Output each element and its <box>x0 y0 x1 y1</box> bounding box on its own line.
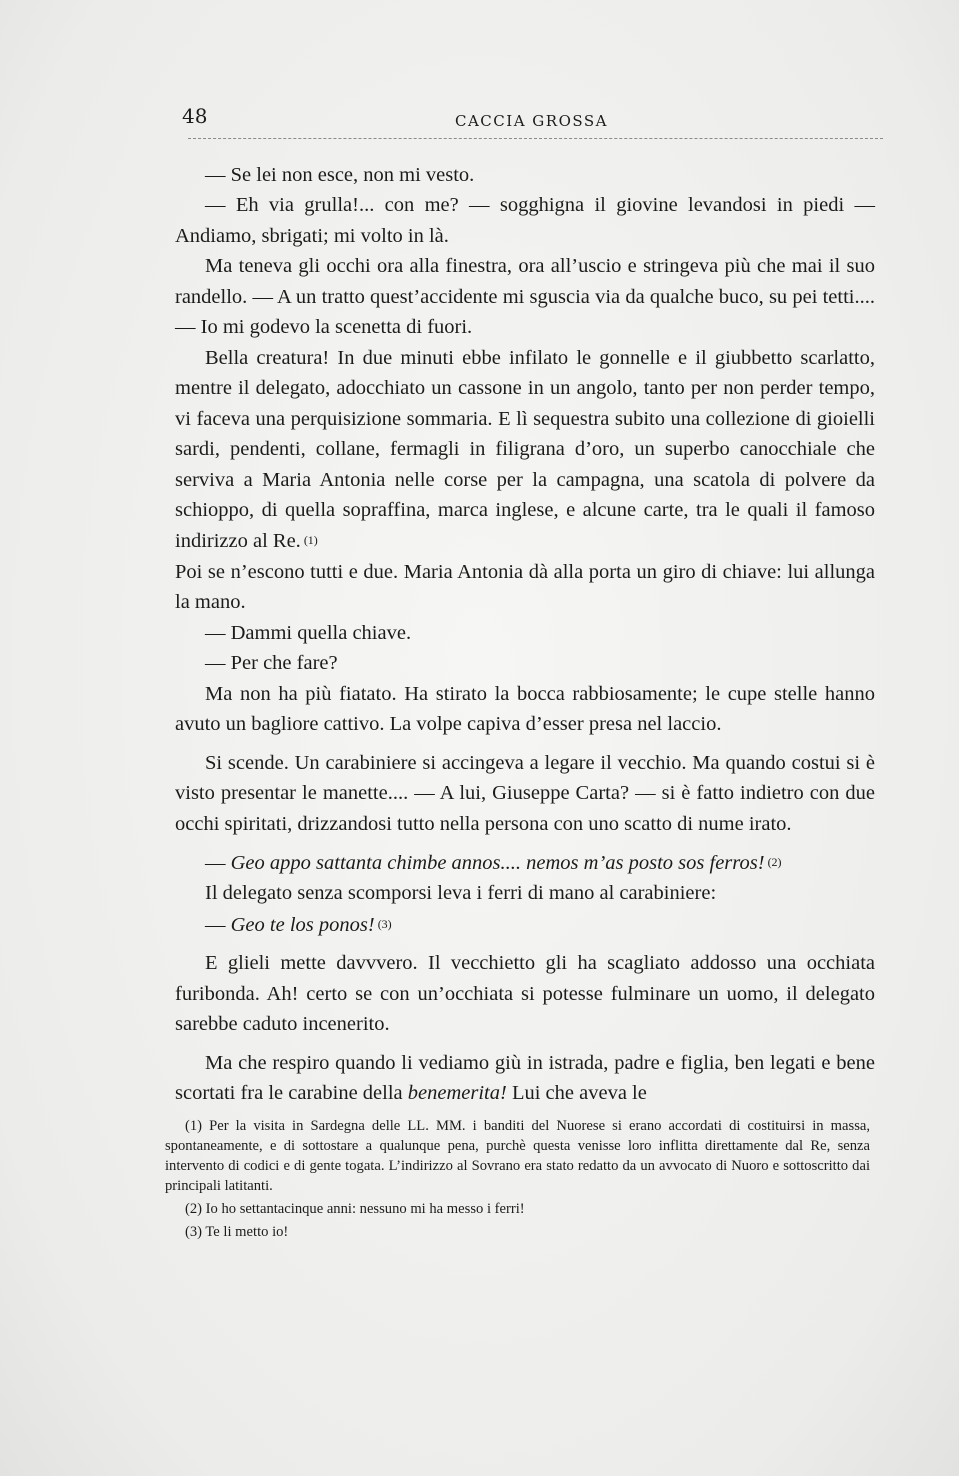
paragraph: — Se lei non esce, non mi vesto. <box>205 164 475 186</box>
paragraph: Si scende. Un carabiniere si accingeva a legare il vecchio. Ma quando costui si è visto presentar le manette.... — A lui, Giuseppe Carta? — si è fatto indietro con due occhi spiritati, drizzandosi tutto nella persona con uno scatto di nume irato. <box>175 751 875 835</box>
body-text <box>175 160 875 1109</box>
paragraph: — Per che fare? <box>205 652 338 675</box>
page-header <box>180 104 880 134</box>
paragraph: Ma teneva gli occhi ora alla finestra, ora all’uscio e stringeva più che mai il suo randello. — A un tratto quest’accidente mi sguscia via da qualche buco, su pei tetti.... — Io mi godevo la scenetta di fuori. <box>175 255 875 339</box>
italic-word: benemerita! <box>407 1082 507 1105</box>
dash: — <box>205 851 231 874</box>
paragraph: Il delegato senza scomporsi leva i ferri di mano al carabiniere: <box>205 882 717 905</box>
footnote-1: (1) Per la visita in Sardegna delle LL. MM. i banditi del Nuorese si erano accordati di costituirsi in massa, spontaneamente, e di sottostare a qualunque pena, purchè questa venisse loro inflitta direttamente dal Re, senza intervento di codici e di gente togata. L’indirizzo al Sovrano era stato redatto da un avvocato di Nuoro e sottoscritto dai principali latitanti. <box>165 1118 870 1194</box>
paragraph: E glieli mette davvvero. Il vecchietto gli ha scagliato addosso una occhiata furibonda. Ah! certo se con un’occhiata si potesse fulminare un uomo, il delegato sarebbe caduto incenerito. <box>175 952 875 1036</box>
page-number: 48 <box>182 104 208 128</box>
paragraph: Poi se n’escono tutti e due. Maria Antonia dà alla porta un giro di chiave: lui allunga la mano. <box>175 560 875 614</box>
footnote-ref: (3) <box>377 916 392 931</box>
paragraph <box>175 1048 875 1109</box>
paragraph <box>175 343 875 557</box>
footnote-ref: (1) <box>303 533 318 548</box>
paragraph-text: Lui che aveva le <box>506 1082 647 1105</box>
sardinian-quote: Geo appo sattanta chimbe annos.... nemos m’as posto sos ferros! <box>230 851 765 874</box>
footnote-3: (3) Te li metto io! <box>185 1224 289 1240</box>
dash: — <box>205 913 231 936</box>
header-rule <box>188 138 883 139</box>
footnote-ref: (2) <box>767 854 782 869</box>
paragraph-text: Bella creatura! In due minuti ebbe infilato le gonnelle e il giubbetto scarlatto, mentre il delegato, adocchiato un cassone in un angolo, tanto per non perder tempo, vi faceva una perquisizione sommaria. E lì sequestra subito una collezione di gioielli sardi, pendenti, collane, fermagli in filigrana d’oro, un superbo canocchiale che serviva a Maria Antonia nelle corse per la campagna, una scatola di polvere da schioppo, di quella sopraffina, marca inglese, e alcune carte, tra le quali il famoso indirizzo al Re. <box>175 346 875 553</box>
sardinian-quote: Geo te los ponos! <box>230 913 375 936</box>
footnote-2: (2) Io ho settantacinque anni: nessuno mi ha messo i ferri! <box>185 1201 525 1217</box>
paragraph <box>175 909 875 940</box>
paragraph: — Eh via grulla!... con me? — sogghigna il giovine levandosi in piedi — Andiamo, sbrigati; mi volto in là. <box>175 194 875 247</box>
running-title: CACCIA GROSSA <box>455 112 608 130</box>
paragraph-text: Ma che respiro quando li vediamo giù in istrada, padre e figlia, ben legati e bene scortati fra le carabine della <box>175 1051 875 1105</box>
paragraph <box>175 847 875 878</box>
paragraph: Ma non ha più fiatato. Ha stirato la bocca rabbiosamente; le cupe stelle hanno avuto un bagliore cattivo. La volpe capiva d’esser presa nel laccio. <box>175 682 875 736</box>
footnotes <box>165 1116 870 1242</box>
paragraph: — Dammi quella chiave. <box>205 621 412 644</box>
